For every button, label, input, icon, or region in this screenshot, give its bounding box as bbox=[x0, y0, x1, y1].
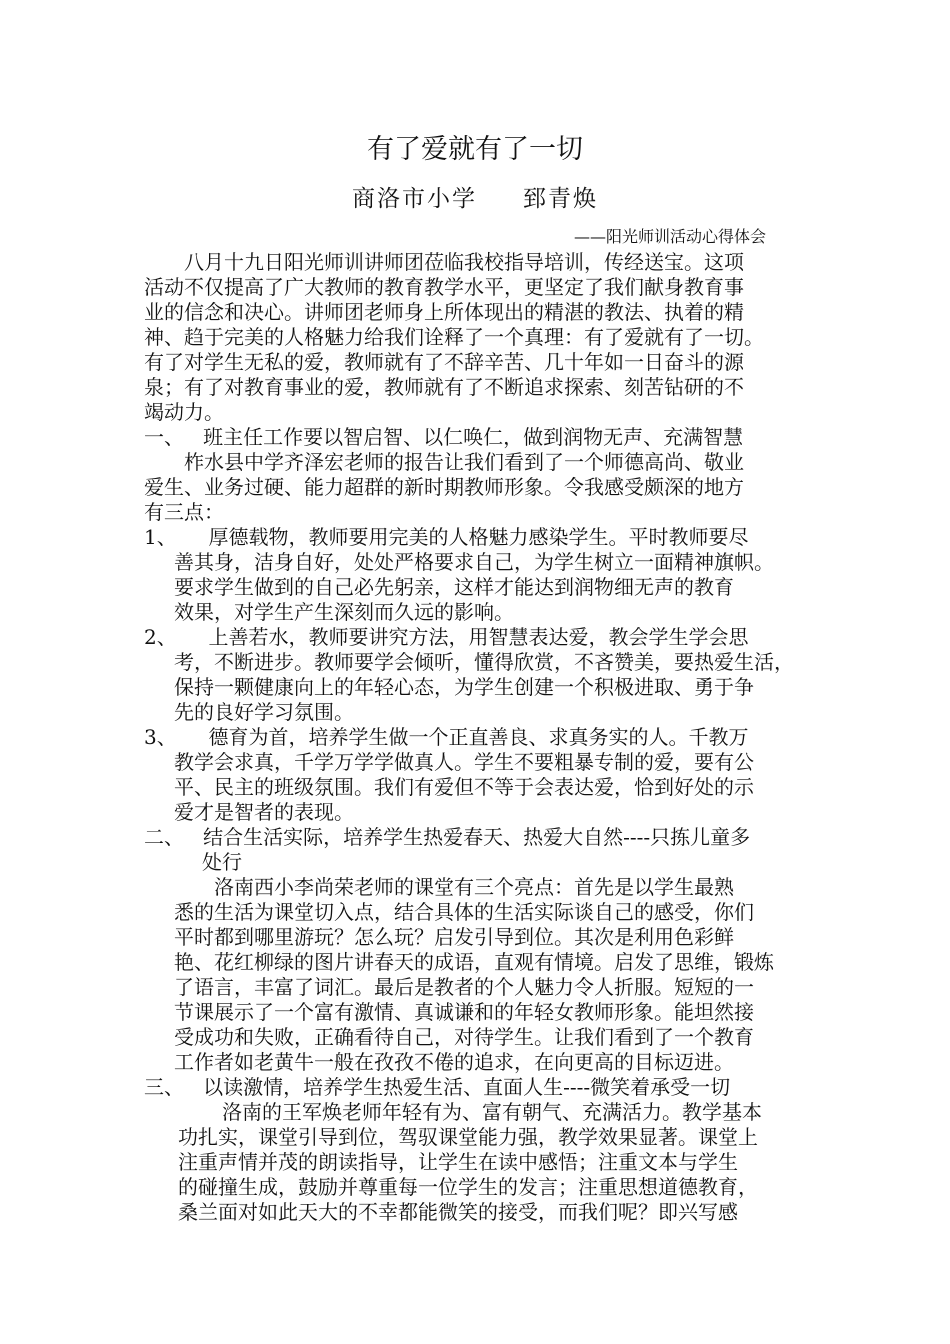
text-line: 柞水县中学齐泽宏老师的报告让我们看到了一个师德高尚、敬业 bbox=[184, 450, 744, 474]
document-title: 有了爱就有了一切 bbox=[367, 134, 583, 165]
text-line: 有了对学生无私的爱，教师就有了不辞辛苦、几十年如一日奋斗的源 bbox=[144, 350, 744, 374]
text-line: 受成功和失败，正确看待自己，对待学生。让我们看到了一个教育 bbox=[174, 1025, 754, 1049]
text-line: 了语言，丰富了词汇。最后是教者的个人魅力令人折服。短短的一 bbox=[174, 975, 754, 999]
text-line: 要求学生做到的自己必先躬亲，这样才能达到润物细无声的教育 bbox=[174, 575, 734, 599]
text-line: 业的信念和决心。讲师团老师身上所体现出的精湛的教法、执着的精 bbox=[144, 300, 744, 324]
text-line: 爱生、业务过硬、能力超群的新时期教师形象。令我感受颇深的地方 bbox=[144, 475, 744, 499]
text-line: 节课展示了一个富有激情、真诚谦和的年轻女教师形象。能坦然接 bbox=[174, 1000, 754, 1024]
text-line: 桑兰面对如此天大的不幸都能微笑的接受，而我们呢？即兴写感 bbox=[178, 1200, 738, 1224]
text-line: 三、 以读激情，培养学生热爱生活、直面人生----微笑着承受一切 bbox=[144, 1075, 731, 1099]
text-line: 平时都到哪里游玩？怎么玩？启发引导到位。其次是利用色彩鲜 bbox=[174, 925, 734, 949]
text-line: 效果，对学生产生深刻而久远的影响。 bbox=[174, 600, 514, 624]
text-line: 洛南西小李尚荣老师的课堂有三个亮点：首先是以学生最熟 bbox=[214, 875, 734, 899]
text-line: 平、民主的班级氛围。我们有爱但不等于会表达爱，恰到好处的示 bbox=[174, 775, 754, 799]
text-line: 神、趋于完美的人格魅力给我们诠释了一个真理：有了爱就有了一切。 bbox=[144, 325, 764, 349]
text-line: 2、 上善若水，教师要讲究方法，用智慧表达爱，教会学生学会思 bbox=[144, 625, 749, 649]
text-line: 活动不仅提高了广大教师的教育教学水平，更坚定了我们献身教育事 bbox=[144, 275, 744, 299]
text-line: 二、 结合生活实际，培养学生热爱春天、热爱大自然----只拣儿童多 bbox=[144, 825, 751, 849]
text-line: 八月十九日阳光师训讲师团莅临我校指导培训，传经送宝。这项 bbox=[184, 250, 744, 274]
text-line: 3、 德育为首，培养学生做一个正直善良、求真务实的人。千教万 bbox=[144, 725, 749, 749]
text-line: 一、 班主任工作要以智启智、以仁唤仁，做到润物无声、充满智慧 bbox=[144, 425, 744, 449]
text-line: 1、 厚德载物，教师要用完美的人格魅力感染学生。平时教师要尽 bbox=[144, 525, 749, 549]
text-line: 爱才是智者的表现。 bbox=[174, 800, 354, 824]
text-line: 教学会求真，千学万学学做真人。学生不要粗暴专制的爱，要有公 bbox=[174, 750, 754, 774]
text-line: 先的良好学习氛围。 bbox=[174, 700, 354, 724]
author-line bbox=[0, 183, 950, 215]
text-line: 竭动力。 bbox=[144, 400, 224, 424]
text-line: 泉；有了对教育事业的爱，教师就有了不断追求探索、刻苦钻研的不 bbox=[144, 375, 744, 399]
text-line: 悉的生活为课堂切入点，结合具体的生活实际谈自己的感受，你们 bbox=[174, 900, 754, 924]
author-name: 郅青焕 bbox=[523, 186, 598, 212]
text-line: 有三点： bbox=[144, 500, 224, 524]
author-school: 商洛市小学 bbox=[352, 186, 477, 212]
text-line: 保持一颗健康向上的年轻心态，为学生创建一个积极进取、勇于争 bbox=[174, 675, 754, 699]
text-line: 考，不断进步。教师要学会倾听，懂得欣赏，不吝赞美，要热爱生活， bbox=[174, 650, 794, 674]
text-line: 注重声情并茂的朗读指导，让学生在读中感悟；注重文本与学生 bbox=[178, 1150, 738, 1174]
text-line: 的碰撞生成，鼓励并尊重每一位学生的发言；注重思想道德教育， bbox=[178, 1175, 758, 1199]
text-line: 处行 bbox=[202, 850, 242, 874]
text-line: 艳、花红柳绿的图片讲春天的成语，直观有情境。启发了思维，锻炼 bbox=[174, 950, 774, 974]
text-line: 工作者如老黄牛一般在孜孜不倦的追求，在向更高的目标迈进。 bbox=[174, 1050, 734, 1074]
text-line: 善其身，洁身自好，处处严格要求自己，为学生树立一面精神旗帜。 bbox=[174, 550, 774, 574]
document-subtitle: ——阳光师训活动心得体会 bbox=[573, 227, 766, 246]
text-line: 洛南的王军焕老师年轻有为、富有朝气、充满活力。教学基本 bbox=[222, 1100, 762, 1124]
text-line: 功扎实，课堂引导到位，驾驭课堂能力强，教学效果显著。课堂上 bbox=[178, 1125, 758, 1149]
